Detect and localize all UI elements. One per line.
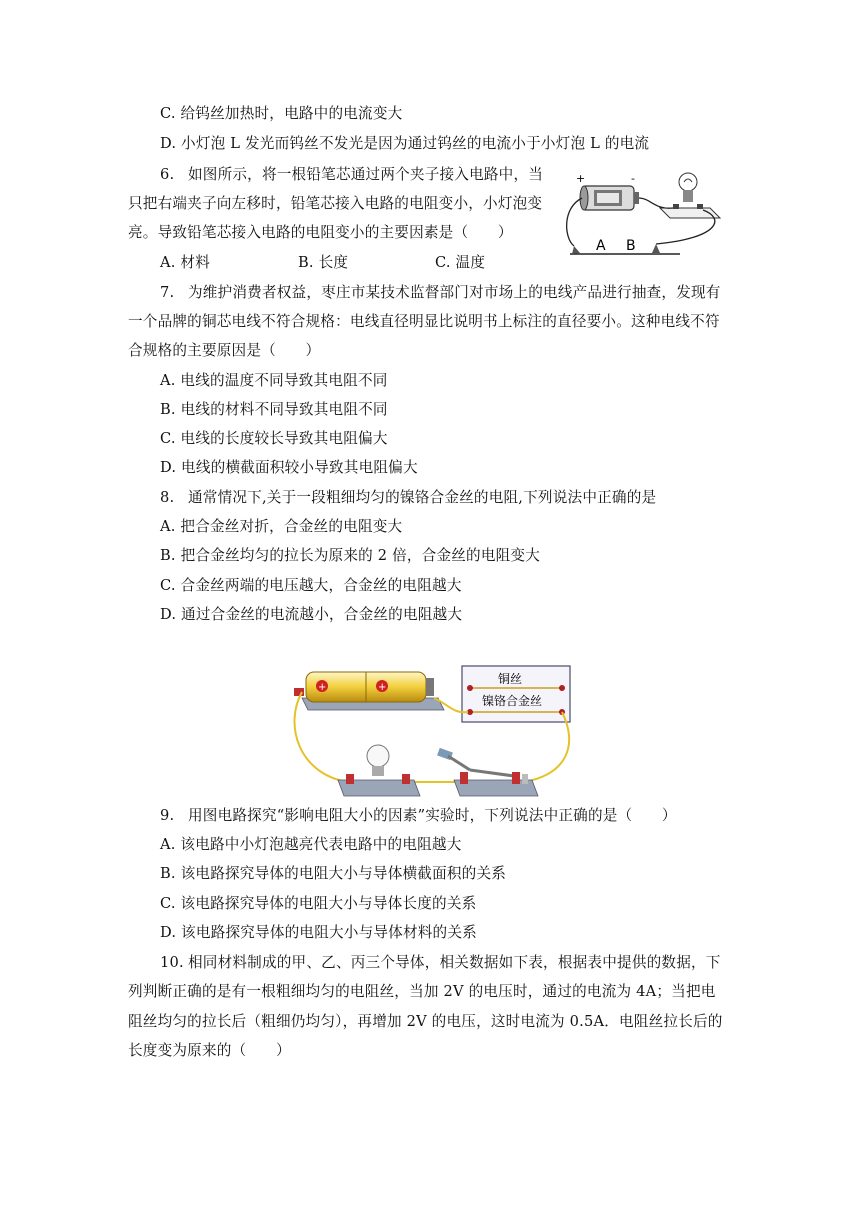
q10-number: 10. (160, 954, 184, 971)
q6-option-b: B. 长度 (298, 254, 349, 271)
q10-text-1: 相同材料制成的甲、乙、丙三个导体，相关数据如下表，根据表中提供的数据，下 (188, 954, 721, 971)
q7-option-d: D. 电线的横截面积较小导致其电阻偏大 (160, 459, 418, 476)
q6-option-c: C. 温度 (435, 254, 486, 271)
q10-stem-line3: 阻丝均匀的拉长后（粗细仍均匀），再增加 2V 的电压，这时电流为 0.5A．电阻丝拉长后的 (128, 1013, 723, 1030)
q7-number: 7. (160, 284, 175, 301)
copper-wire-label: 铜丝 (498, 672, 523, 686)
q5-option-d: D. 小灯泡 L 发光而钨丝不发光是因为通过钨丝的电流小于小灯泡 L 的电流 (160, 135, 650, 152)
q7-option-c: C. 电线的长度较长导致其电阻偏大 (160, 430, 388, 447)
q10-stem-line4: 长度变为原来的（ ） (128, 1042, 291, 1059)
q6-stem-line2: 只把右端夹子向左移时，铅笔芯接入电路的电阻变小，小灯泡变 (128, 195, 543, 212)
q8-option-d: D. 通过合金丝的电流越小，合金丝的电阻越大 (160, 606, 463, 623)
switch-icon[interactable] (437, 748, 538, 796)
svg-text:+: + (378, 682, 387, 693)
q6-option-a: A. 材料 (160, 254, 211, 271)
q6-stem-line1 (160, 165, 543, 185)
wire-board (462, 666, 570, 722)
q6-text-1: 如图所示，将一根铅笔芯通过两个夹子接入电路中，当 (188, 166, 544, 183)
q9-stem (160, 806, 677, 826)
q10-stem-line2: 列判断正确的是有一根粗细均匀的电阻丝，当加 2V 的电压时，通过的电流为 4A；当把电 (128, 983, 716, 1000)
q6-number: 6. (160, 166, 175, 183)
q7-stem-line1 (160, 283, 721, 303)
q9-number: 9. (160, 807, 175, 824)
q9-option-d: D. 该电路探究导体的电阻大小与导体材料的关系 (160, 924, 477, 941)
battery-minus-sign: - (631, 172, 635, 185)
q8-text: 通常情况下,关于一段粗细均匀的镍铬合金丝的电阻,下列说法中正确的是 (188, 489, 657, 506)
q6-stem-line3: 亮。导致铅笔芯接入电路的电阻变小的主要因素是（ ） (128, 224, 513, 241)
q7-stem-line2: 一个品牌的铜芯电线不符合规格：电线直径明显比说明书上标注的直径要小。这种电线不符 (128, 313, 720, 330)
q6-options (160, 253, 485, 273)
q8-stem (160, 488, 656, 508)
q7-option-b: B. 电线的材料不同导致其电阻不同 (160, 401, 388, 418)
q5-option-c: C. 给钨丝加热时，电路中的电流变大 (160, 105, 403, 122)
clip-label-b: B (626, 238, 636, 254)
svg-text:+: + (318, 682, 327, 693)
nichrome-wire-label: 镍铬合金丝 (482, 694, 543, 708)
pencil-lead-circuit-figure (560, 168, 736, 264)
bulb-icon (338, 745, 420, 796)
q7-option-a: A. 电线的温度不同导致其电阻不同 (160, 372, 388, 389)
q10-stem-line1 (160, 953, 721, 973)
battery-icon (580, 186, 639, 210)
q9-option-a: A. 该电路中小灯泡越亮代表电路中的电阻越大 (160, 836, 462, 853)
q8-option-b: B. 把合金丝均匀的拉长为原来的 2 倍，合金丝的电阻变大 (160, 547, 541, 564)
q9-text: 用图电路探究“影响电阻大小的因素”实验时，下列说法中正确的是（ ） (188, 807, 677, 824)
resistance-experiment-figure (288, 664, 574, 804)
q7-text-1: 为维护消费者权益，枣庄市某技术监督部门对市场上的电线产品进行抽查，发现有 (188, 284, 721, 301)
q9-option-c: C. 该电路探究导体的电阻大小与导体长度的关系 (160, 895, 477, 912)
battery-holder-icon (294, 672, 444, 710)
q7-stem-line3: 合规格的主要原因是（ ） (128, 342, 321, 359)
q8-option-a: A. 把合金丝对折，合金丝的电阻变大 (160, 518, 403, 535)
battery-plus-sign: + (576, 172, 586, 185)
clip-label-a: A (596, 238, 606, 254)
q8-number: 8. (160, 489, 175, 506)
bulb-icon (660, 173, 720, 218)
q9-option-b: B. 该电路探究导体的电阻大小与导体横截面积的关系 (160, 865, 507, 882)
q8-option-c: C. 合金丝两端的电压越大，合金丝的电阻越大 (160, 577, 462, 594)
